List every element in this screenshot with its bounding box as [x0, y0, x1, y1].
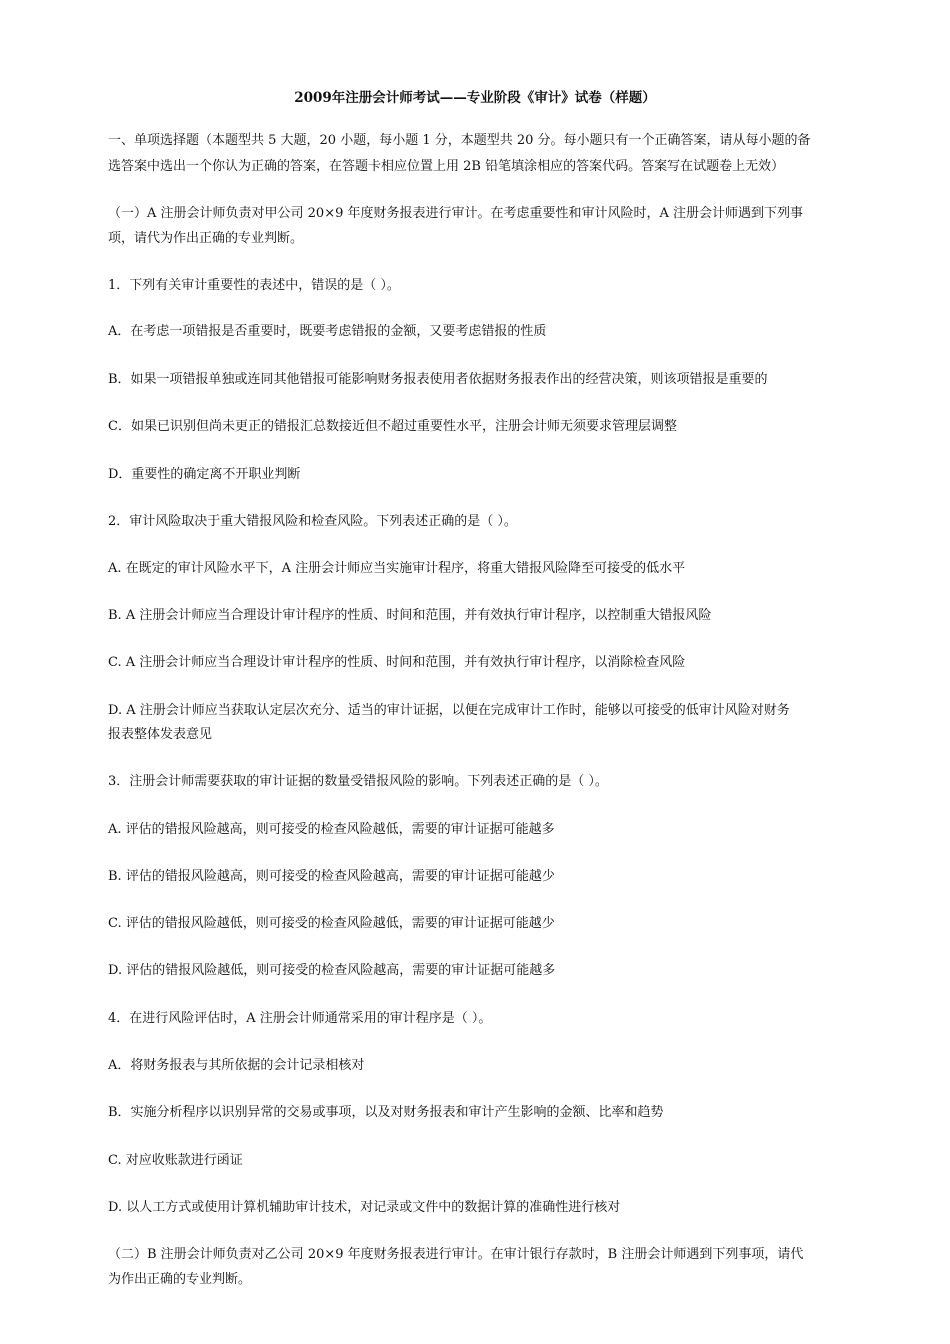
section1-line2: 选答案中选出一个你认为正确的答案，在答题卡相应位置上用 2B 铅笔填涂相应的答案代码。答案写在试题卷上无效） — [108, 159, 785, 174]
q1-option-a: A．在考虑一项错报是否重要时，既要考虑错报的金额，又要考虑错报的性质 — [108, 324, 547, 339]
q4-option-a: A．将财务报表与其所依据的会计记录相核对 — [108, 1058, 365, 1073]
q2-stem: 2．审计风险取决于重大错报风险和检查风险。下列表述正确的是（ ）。 — [108, 514, 517, 529]
q2-option-d-line2: 报表整体发表意见 — [108, 727, 213, 742]
q4-option-d: D. 以人工方式或使用计算机辅助审计技术，对记录或文件中的数据计算的准确性进行核对 — [108, 1200, 621, 1215]
q3-option-a: A. 评估的错报风险越高，则可接受的检查风险越低，需要的审计证据可能越多 — [108, 822, 555, 837]
q1-option-d: D．重要性的确定离不开职业判断 — [108, 467, 301, 482]
q2-option-d-line1: D. A 注册会计师应当获取认定层次充分、适当的审计证据，以便在完成审计工作时，能够以可接受的低审计风险对财务 — [108, 703, 790, 718]
q3-option-b: B. 评估的错报风险越高，则可接受的检查风险越高，需要的审计证据可能越少 — [108, 869, 555, 884]
q3-option-d: D. 评估的错报风险越低，则可接受的检查风险越高，需要的审计证据可能越多 — [108, 963, 556, 978]
group2-line2: 为作出正确的专业判断。 — [108, 1272, 252, 1287]
q4-option-c: C. 对应收账款进行函证 — [108, 1153, 243, 1168]
document-title: 2009年注册会计师考试——专业阶段《审计》试卷（样题） — [294, 90, 656, 106]
group2-line1: （二）B 注册会计师负责对乙公司 20×9 年度财务报表进行审计。在审计银行存款时，B 注册会计师遇到下列事项，请代 — [108, 1247, 804, 1262]
q1-option-b: B．如果一项错报单独或连同其他错报可能影响财务报表使用者依据财务报表作出的经营决策，则该项错报是重要的 — [108, 372, 768, 387]
q1-option-c: C．如果已识别但尚未更正的错报汇总数接近但不超过重要性水平，注册会计师无须要求管理层调整 — [108, 419, 677, 434]
section1-line1: 一、单项选择题（本题型共 5 大题，20 小题，每小题 1 分，本题型共 20 分。每小题只有一个正确答案，请从每小题的备 — [108, 133, 811, 148]
q2-option-a: A. 在既定的审计风险水平下，A 注册会计师应当实施审计程序，将重大错报风险降至可接受的低水平 — [108, 561, 686, 576]
q2-option-c: C. A 注册会计师应当合理设计审计程序的性质、时间和范围，并有效执行审计程序，以消除检查风险 — [108, 655, 686, 670]
q4-option-b: B．实施分析程序以识别异常的交易或事项，以及对财务报表和审计产生影响的金额、比率和趋势 — [108, 1105, 664, 1120]
q2-option-b: B. A 注册会计师应当合理设计审计程序的性质、时间和范围，并有效执行审计程序，以控制重大错报风险 — [108, 608, 712, 623]
q4-stem: 4．在进行风险评估时，A 注册会计师通常采用的审计程序是（ ）。 — [108, 1011, 492, 1026]
q3-stem: 3．注册会计师需要获取的审计证据的数量受错报风险的影响。下列表述正确的是（ ）。 — [108, 774, 608, 789]
group1-line2: 项，请代为作出正确的专业判断。 — [108, 231, 304, 246]
group1-line1: （一）A 注册会计师负责对甲公司 20×9 年度财务报表进行审计。在考虑重要性和审计风险时，A 注册会计师遇到下列事 — [108, 206, 804, 221]
q3-option-c: C. 评估的错报风险越低，则可接受的检查风险越低，需要的审计证据可能越少 — [108, 916, 555, 931]
q1-stem: 1．下列有关审计重要性的表述中，错误的是（ ）。 — [108, 278, 400, 293]
